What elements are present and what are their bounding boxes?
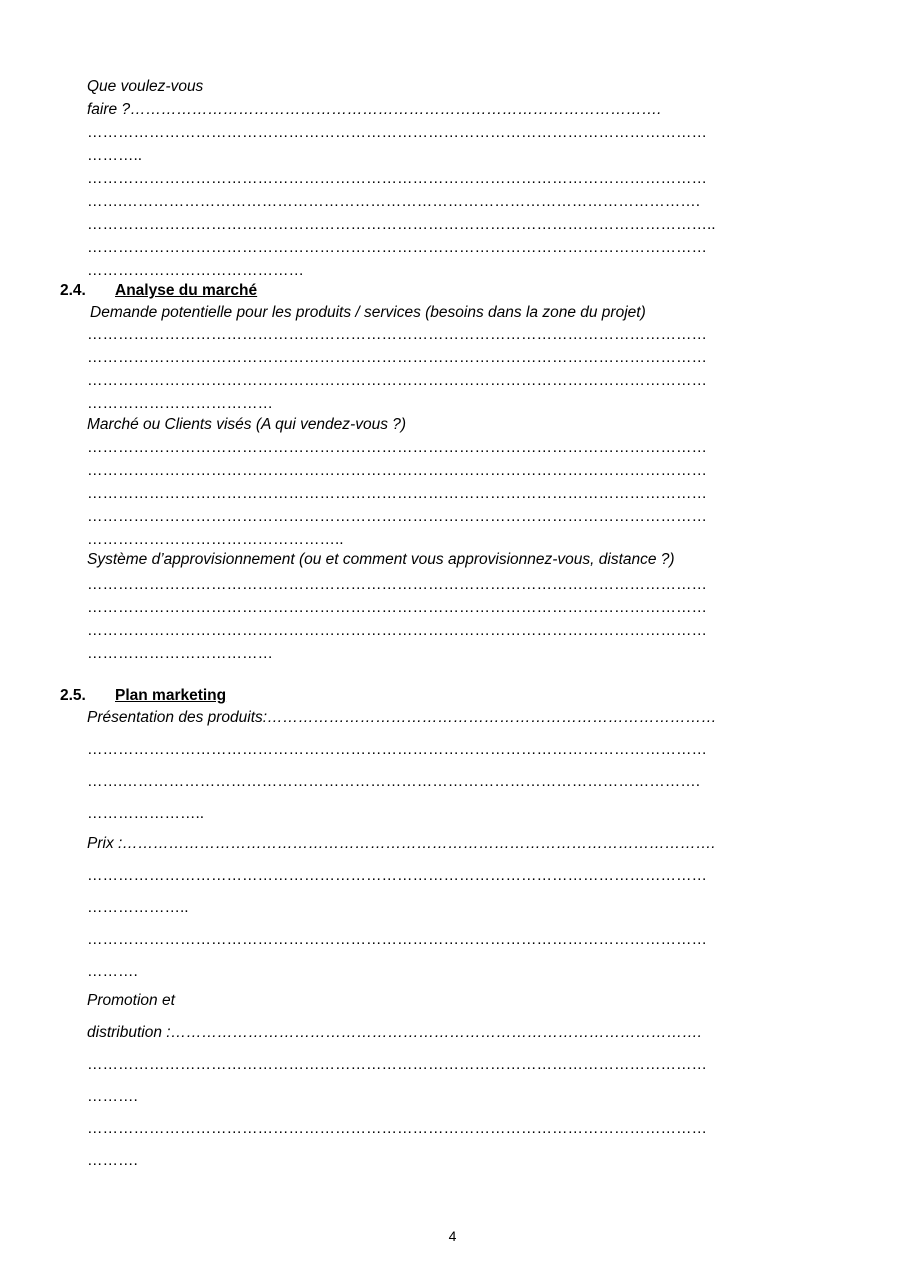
- answer-line[interactable]: ……………………………………: [87, 262, 304, 279]
- answer-line[interactable]: …………………………………………………………………………………………………………: [87, 124, 707, 141]
- answer-line[interactable]: …………………………………………………………………………………………………………: [87, 485, 707, 502]
- section-heading: [60, 282, 257, 300]
- answer-line[interactable]: …………………………………………………………………………………………………………: [87, 1056, 707, 1073]
- section-title: Analyse du marché: [115, 282, 258, 299]
- prompt-demande-potentielle: Demande potentielle pour les produits / services (besoins dans la zone du projet): [90, 304, 646, 321]
- answer-line[interactable]: …….………………………………………………………………………………………………….: [87, 773, 701, 790]
- answer-line[interactable]: …………………………………………………………………………………………………………: [87, 170, 707, 187]
- prompt-approvisionnement: Système d’approvisionnement (ou et comment vous approvisionnez-vous, distance ?): [87, 551, 675, 568]
- answer-line[interactable]: …………………………………………………………………………………………………………: [87, 462, 707, 479]
- prompt-marche-clients: Marché ou Clients visés (A qui vendez-vous ?): [87, 416, 407, 433]
- section-number: 2.5.: [60, 687, 86, 704]
- answer-line[interactable]: ………………..: [87, 899, 189, 916]
- answer-line[interactable]: …………………………………………………………………………………………………………..: [87, 216, 716, 233]
- answer-line[interactable]: …….………………………………………………………………………………………………….: [87, 193, 701, 210]
- prompt-promotion: Promotion et: [87, 992, 175, 1009]
- answer-line[interactable]: …………………………………………………………………………………………………………: [87, 1120, 707, 1137]
- answer-line[interactable]: …………………………………………………………………………………………………………: [87, 931, 707, 948]
- prompt-que-voulez-vous: Que voulez-vous: [87, 78, 204, 95]
- section-title: Plan marketing: [115, 687, 227, 704]
- answer-line[interactable]: …………………………………………………………………………………………………………: [87, 372, 707, 389]
- answer-line[interactable]: …………………………………………………………………………………………………………: [87, 349, 707, 366]
- page-number: 4: [448, 1228, 457, 1244]
- answer-line[interactable]: …………………………………………………………………………………………………………: [87, 576, 707, 593]
- answer-line[interactable]: …………………………………………………………………………………………………………: [87, 439, 707, 456]
- answer-line[interactable]: ……….: [87, 1088, 138, 1105]
- answer-line[interactable]: faire ?………………………………………………………………………………………….: [87, 101, 662, 118]
- answer-line[interactable]: …………………………………………………………………………………………………………: [87, 326, 707, 343]
- answer-line[interactable]: …………………………………………………………………………………………………………: [87, 622, 707, 639]
- answer-line[interactable]: ………..: [87, 147, 143, 164]
- answer-line[interactable]: …………………………………………………………………………………………………………: [87, 239, 707, 256]
- prompt-prix[interactable]: Prix :…………………………………………………………………………………………………….: [87, 835, 716, 852]
- answer-line[interactable]: …………………..: [87, 805, 205, 822]
- answer-line[interactable]: …………………………………………………………………………………………………………: [87, 508, 707, 525]
- answer-line[interactable]: …………………………………………………………………………………………………………: [87, 741, 707, 758]
- answer-line[interactable]: …………………………………………………………………………………………………………: [87, 599, 707, 616]
- answer-line[interactable]: …………………………………………………………………………………………………………: [87, 867, 707, 884]
- answer-line[interactable]: ……….: [87, 963, 138, 980]
- answer-line[interactable]: …………………………………………..: [87, 531, 344, 548]
- section-heading: [60, 687, 226, 705]
- prompt-distribution[interactable]: distribution :………………………………………………………………………………………….: [87, 1024, 702, 1041]
- answer-line[interactable]: ………………………………: [87, 645, 273, 662]
- prompt-presentation-produits[interactable]: Présentation des produits:……………………………………………………………………………: [87, 709, 717, 726]
- answer-line[interactable]: ……….: [87, 1152, 138, 1169]
- section-number: 2.4.: [60, 282, 86, 299]
- answer-line[interactable]: ………………………………: [87, 395, 273, 412]
